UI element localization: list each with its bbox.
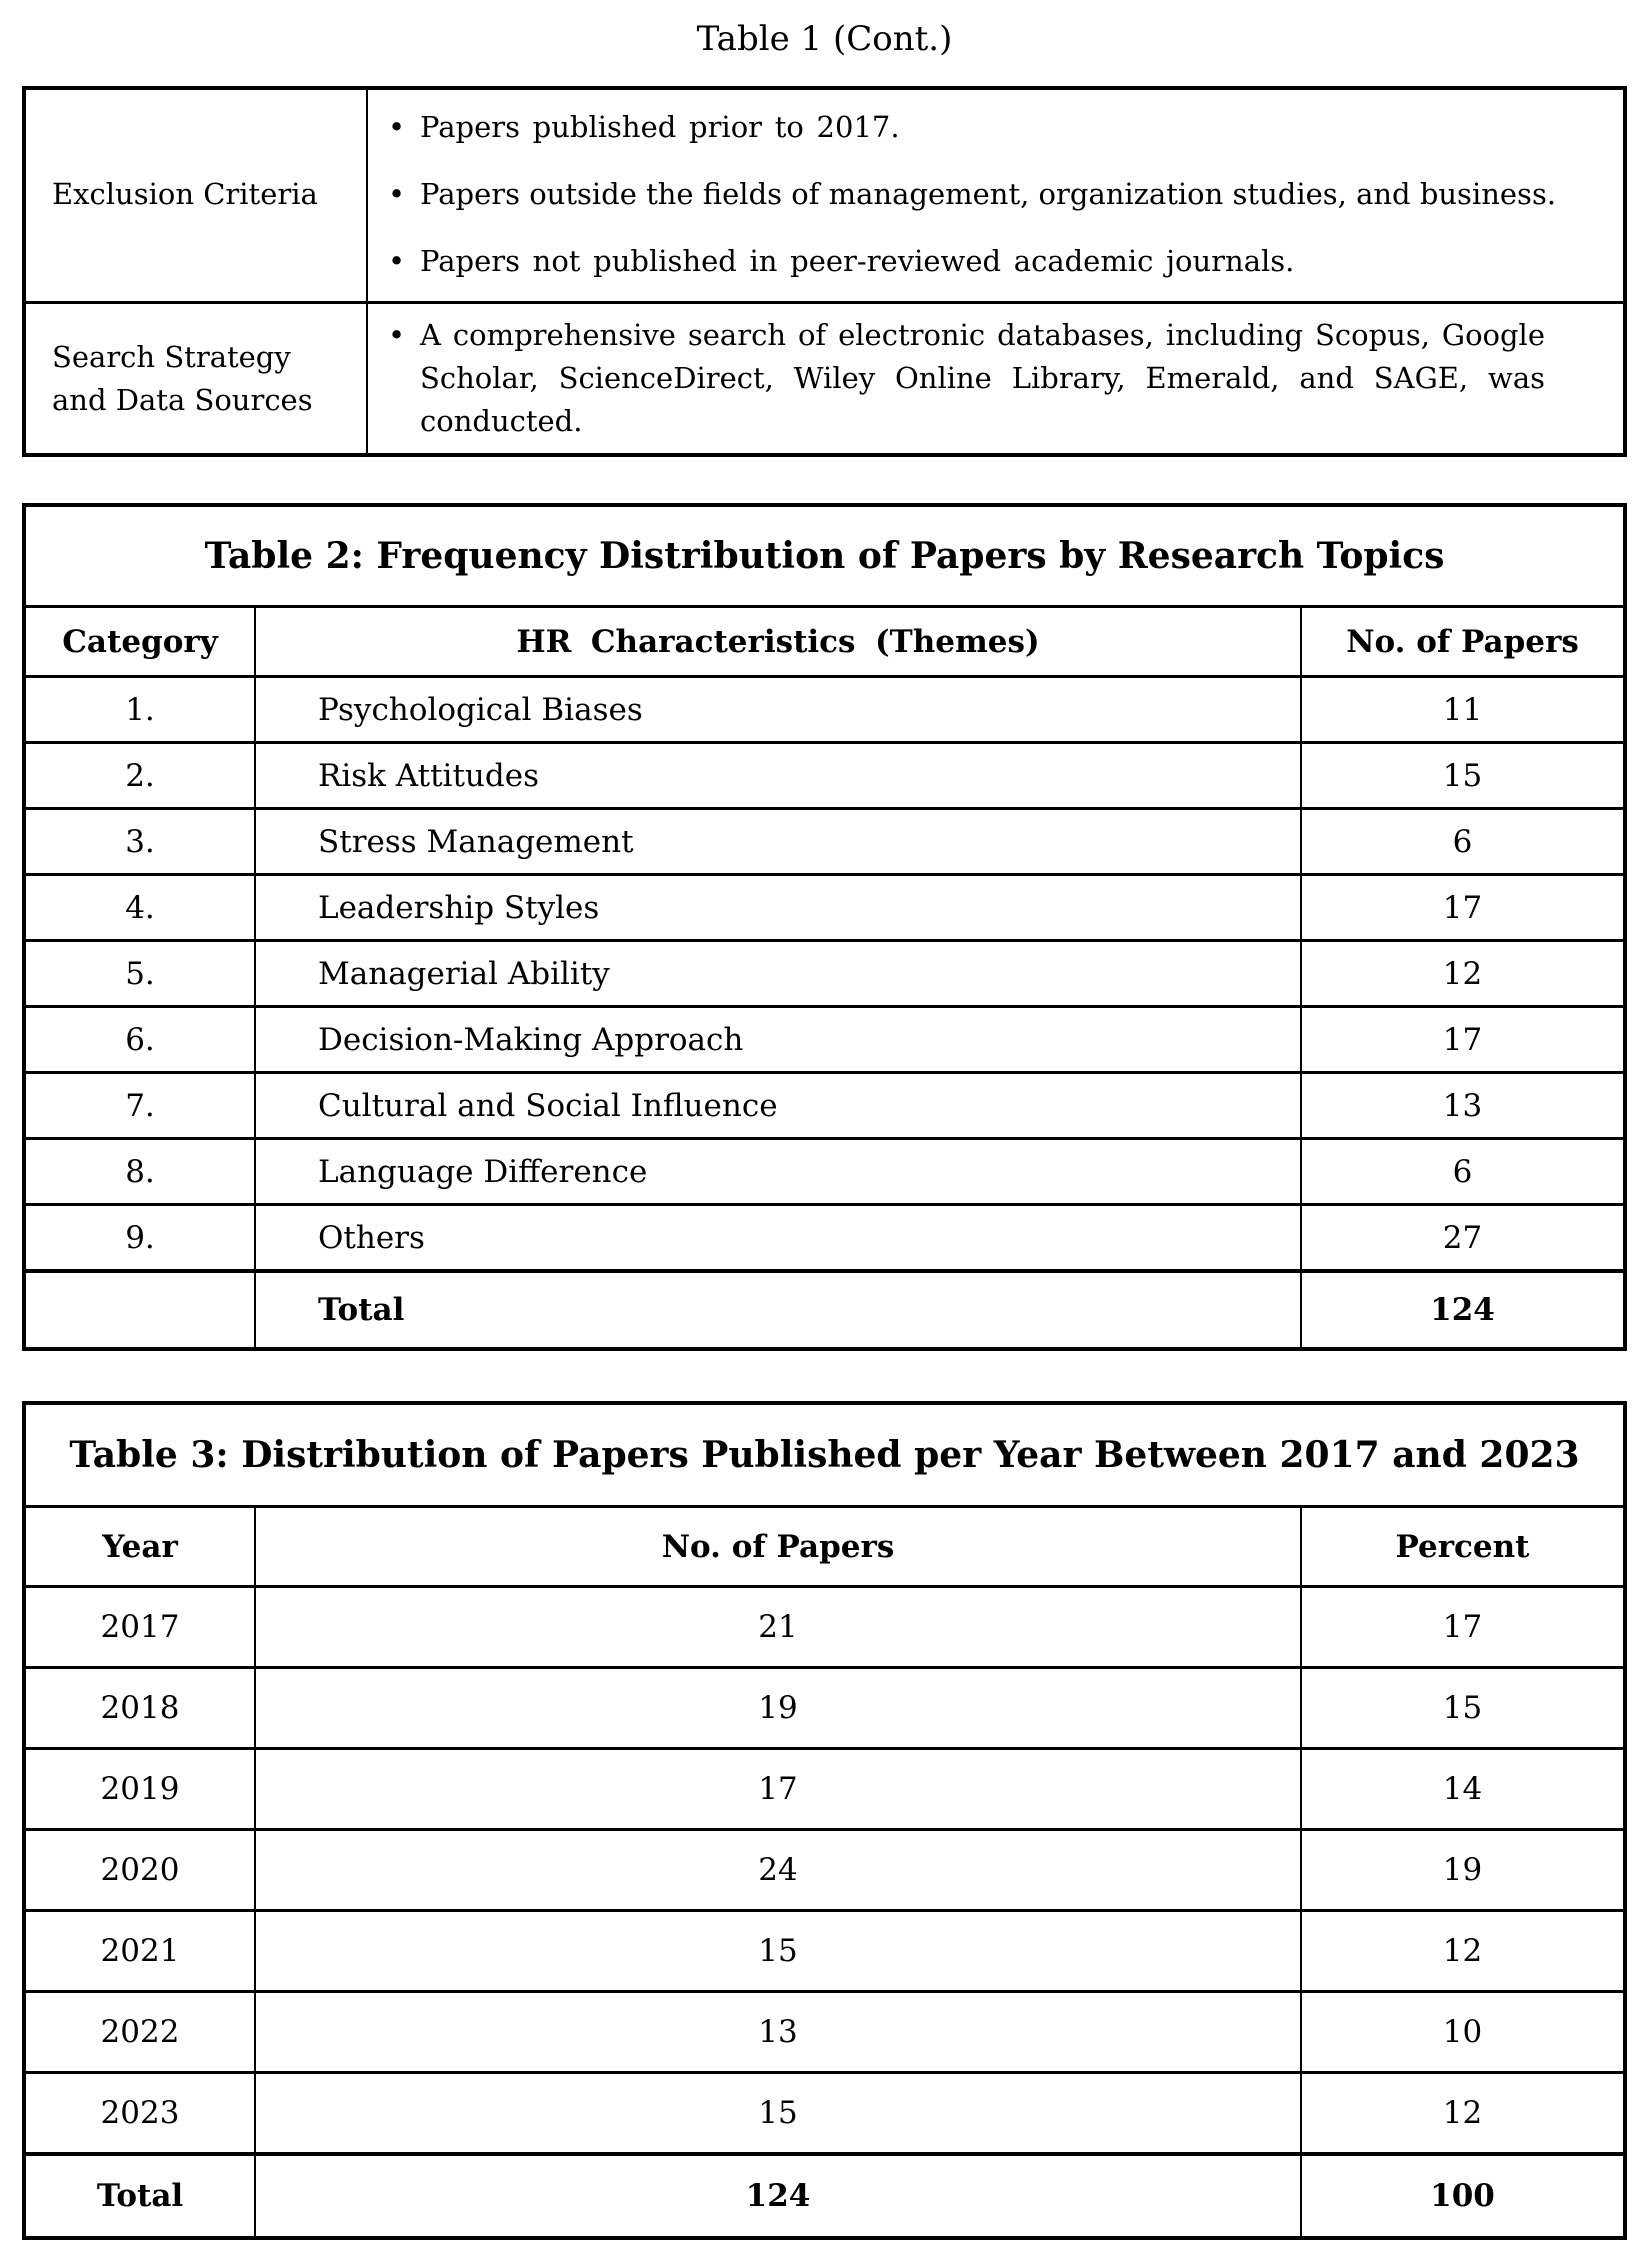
list-item (388, 240, 1556, 283)
papers-count-cell: 15 (256, 1909, 1302, 1990)
category-cell: 7. (26, 1071, 256, 1137)
table2-header-category: Category (26, 605, 256, 675)
percent-cell: 12 (1302, 1909, 1623, 1990)
year-cell: 2021 (26, 1909, 256, 1990)
table2-title: Table 2: Frequency Distribution of Papers by Research Topics (204, 535, 1445, 577)
table3-title: Table 3: Distribution of Papers Published per Year Between 2017 and 2023 (69, 1434, 1580, 1476)
table-2-frequency-distribution (22, 503, 1627, 1351)
year-cell: 2018 (26, 1666, 256, 1747)
percent-cell: 19 (1302, 1828, 1623, 1909)
bullet-icon: • (388, 176, 406, 211)
year-cell: 2022 (26, 1990, 256, 2071)
table1-row-content (368, 301, 1623, 453)
total-papers-value: 124 (256, 2152, 1302, 2236)
bullet-icon: • (388, 109, 406, 144)
table1-row-content (368, 90, 1623, 301)
theme-cell: Psychological Biases (256, 675, 1302, 741)
theme-cell: Others (256, 1203, 1302, 1269)
category-cell: 8. (26, 1137, 256, 1203)
year-cell: 2020 (26, 1828, 256, 1909)
category-cell: 2. (26, 741, 256, 807)
list-item (388, 314, 1545, 443)
category-cell: 1. (26, 675, 256, 741)
papers-count-cell: 21 (256, 1585, 1302, 1666)
table2-header-themes: HR Characteristics (Themes) (256, 605, 1302, 675)
table3-header-percent: Percent (1302, 1505, 1623, 1585)
list-item (388, 106, 1556, 149)
total-empty-cell (26, 1269, 256, 1347)
papers-count-cell: 6 (1302, 807, 1623, 873)
table1-row-label: Search Strategy and Data Sources (26, 301, 368, 453)
papers-count-cell: 13 (1302, 1071, 1623, 1137)
theme-cell: Risk Attitudes (256, 741, 1302, 807)
percent-cell: 15 (1302, 1666, 1623, 1747)
theme-cell: Cultural and Social Influence (256, 1071, 1302, 1137)
theme-cell: Managerial Ability (256, 939, 1302, 1005)
year-cell: 2019 (26, 1747, 256, 1828)
year-cell: 2017 (26, 1585, 256, 1666)
papers-count-cell: 13 (256, 1990, 1302, 2071)
table1-row-label: Exclusion Criteria (26, 90, 368, 301)
total-percent-value: 100 (1302, 2152, 1623, 2236)
bullet-icon: • (388, 318, 406, 352)
category-cell: 4. (26, 873, 256, 939)
papers-count-cell: 15 (256, 2071, 1302, 2152)
papers-count-cell: 17 (256, 1747, 1302, 1828)
theme-cell: Leadership Styles (256, 873, 1302, 939)
table3-header-papers: No. of Papers (256, 1505, 1302, 1585)
table-1-continued (22, 86, 1627, 457)
papers-count-cell: 11 (1302, 675, 1623, 741)
bullet-text: A comprehensive search of electronic databases, including Scopus, Google Scholar, ScienceDirect, Wiley Online Library, Emerald, and SAGE, was conducted. (420, 318, 1545, 438)
category-cell: 3. (26, 807, 256, 873)
percent-cell: 17 (1302, 1585, 1623, 1666)
papers-count-cell: 17 (1302, 1005, 1623, 1071)
total-value: 124 (1302, 1269, 1623, 1347)
category-cell: 5. (26, 939, 256, 1005)
category-cell: 9. (26, 1203, 256, 1269)
papers-count-cell: 12 (1302, 939, 1623, 1005)
theme-cell: Decision-Making Approach (256, 1005, 1302, 1071)
table3-header-year: Year (26, 1505, 256, 1585)
papers-count-cell: 19 (256, 1666, 1302, 1747)
bullet-icon: • (388, 243, 406, 278)
papers-count-cell: 27 (1302, 1203, 1623, 1269)
table-3-papers-per-year (22, 1401, 1627, 2240)
percent-cell: 14 (1302, 1747, 1623, 1828)
bullet-text: Papers not published in peer-reviewed academic journals. (420, 243, 1295, 278)
papers-count-cell: 6 (1302, 1137, 1623, 1203)
bullet-text: Papers published prior to 2017. (420, 109, 900, 144)
theme-cell: Stress Management (256, 807, 1302, 873)
percent-cell: 12 (1302, 2071, 1623, 2152)
table1-title: Table 1 (Cont.) (696, 19, 953, 59)
category-cell: 6. (26, 1005, 256, 1071)
list-item (388, 173, 1556, 216)
total-label: Total (26, 2152, 256, 2236)
percent-cell: 10 (1302, 1990, 1623, 2071)
papers-count-cell: 15 (1302, 741, 1623, 807)
year-cell: 2023 (26, 2071, 256, 2152)
theme-cell: Language Difference (256, 1137, 1302, 1203)
table2-header-papers: No. of Papers (1302, 605, 1623, 675)
bullet-text: Papers outside the fields of management, organization studies, and business. (420, 176, 1557, 211)
papers-count-cell: 17 (1302, 873, 1623, 939)
papers-count-cell: 24 (256, 1828, 1302, 1909)
total-label: Total (256, 1269, 1302, 1347)
